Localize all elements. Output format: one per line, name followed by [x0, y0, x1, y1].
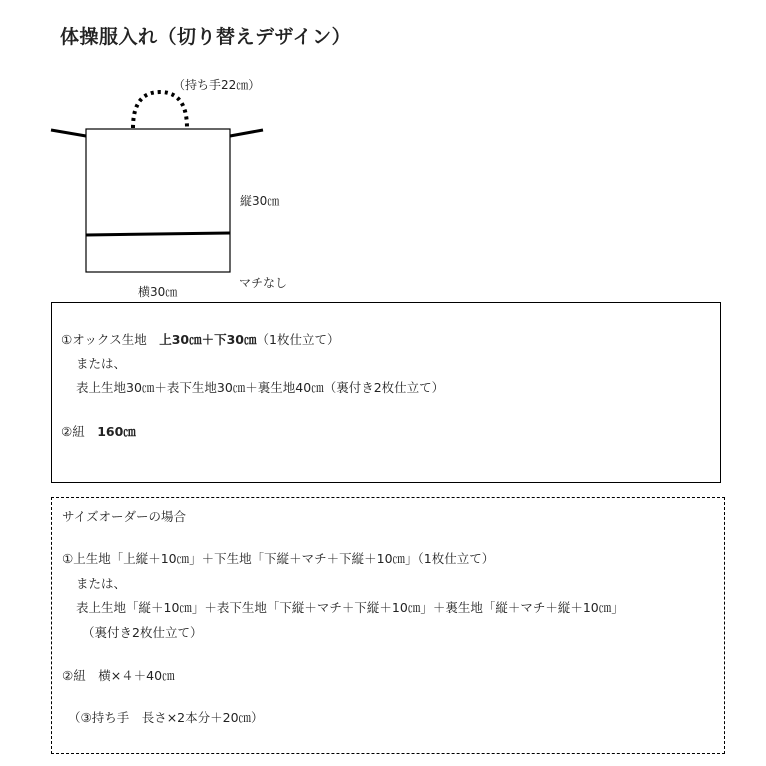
- fabric-prefix: ①オックス生地: [61, 332, 160, 347]
- custom-cord-line: ②紐 横×４＋40㎝: [62, 668, 175, 683]
- height-label: 縦30㎝: [240, 194, 280, 208]
- custom-header: サイズオーダーの場合: [62, 509, 187, 524]
- handle-dotted: [133, 92, 187, 128]
- seam-line: [86, 233, 230, 235]
- custom-or-label: または、: [76, 576, 127, 591]
- gusset-label: マチなし: [239, 276, 288, 290]
- fabric-amount: 上30㎝＋下30㎝: [159, 332, 257, 347]
- bag-body: [86, 129, 230, 272]
- standard-or-label: または、: [76, 356, 127, 371]
- fabric-suffix: （1枚仕立て）: [256, 332, 340, 347]
- cord-right: [230, 130, 263, 136]
- width-label: 横30㎝: [138, 285, 178, 299]
- custom-fabric-line: ①上生地「上縦＋10㎝」＋下生地「下縦＋マチ＋下縦＋10㎝」（1枚仕立て）: [62, 551, 495, 566]
- standard-fabric-line: [61, 330, 339, 348]
- page-title: 体操服入れ（切り替えデザイン）: [60, 26, 352, 48]
- custom-lined-note: （裏付き2枚仕立て）: [82, 625, 203, 640]
- cord-prefix: ②紐: [61, 424, 98, 439]
- standard-lined-line: 表上生地30㎝＋表下生地30㎝＋裏生地40㎝（裏付き2枚仕立て）: [76, 380, 445, 395]
- custom-lined-line: 表上生地「縦＋10㎝」＋表下生地「下縦＋マチ＋下縦＋10㎝」＋裏生地「縦＋マチ＋縦＋10㎝」: [76, 600, 624, 615]
- cord-amount: 160㎝: [97, 424, 136, 439]
- bag-diagram: [0, 0, 766, 300]
- custom-handle-line: （③持ち手 長さ×2本分＋20㎝）: [68, 710, 264, 725]
- standard-cord-line: [61, 422, 136, 440]
- cord-left: [51, 130, 86, 136]
- handle-length-label: （持ち手22㎝）: [173, 78, 261, 92]
